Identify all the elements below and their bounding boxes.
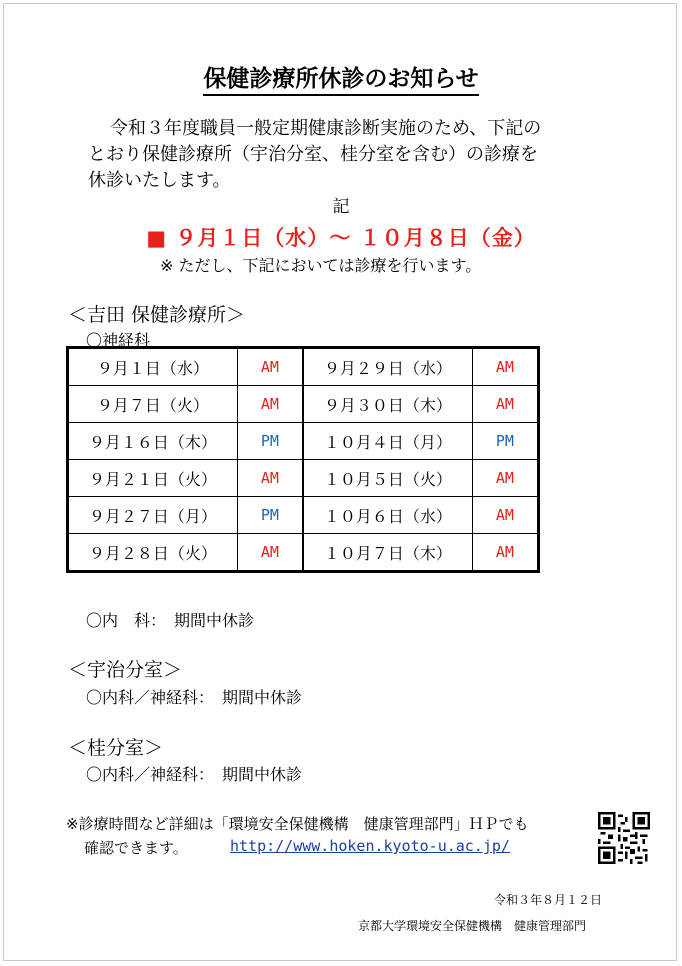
schedule-date: ９月１日（水） [68, 348, 238, 386]
ki-heading: 記 [332, 197, 350, 217]
issue-date: 令和３年８月１２日 [494, 893, 603, 907]
table-row [68, 423, 539, 460]
schedule-slot: AM [472, 386, 538, 423]
schedule-date: ９月７日（火） [68, 386, 238, 423]
neurology-label: 〇神経科 [86, 331, 151, 350]
schedule-slot: AM [472, 460, 538, 497]
schedule-date: ９月１６日（木） [68, 423, 238, 460]
qr-code-icon [598, 812, 650, 864]
uji-line: 〇内科／神経科： 期間中休診 [86, 688, 303, 707]
schedule-date: １０月５日（火） [303, 460, 472, 497]
footer-note-line-2: 確認できます。 [84, 839, 188, 857]
table-row [68, 534, 539, 572]
schedule-slot: AM [237, 348, 303, 386]
katsura-line: 〇内科／神経科： 期間中休診 [86, 765, 303, 784]
yoshida-heading: ＜吉田 保健診療所＞ [68, 304, 246, 326]
schedule-date: １０月４日（月） [303, 423, 472, 460]
schedule-slot: AM [237, 460, 303, 497]
table-row [68, 460, 539, 497]
schedule-date: ９月２８日（火） [68, 534, 238, 572]
schedule-slot: PM [237, 497, 303, 534]
uji-heading: ＜宇治分室＞ [68, 659, 183, 681]
schedule-date: ９月３０日（木） [303, 386, 472, 423]
issuing-organization: 京都大学環境安全保健機構 健康管理部門 [358, 919, 587, 933]
schedule-slot: AM [237, 386, 303, 423]
period-note: ※ ただし、下記においては診療を行います。 [160, 256, 482, 275]
intro-line-2: とおり保健診療所（宇治分室、桂分室を含む）の診療を [88, 144, 538, 165]
schedule-slot: AM [237, 534, 303, 572]
schedule-date: １０月７日（木） [303, 534, 472, 572]
katsura-heading: ＜桂分室＞ [68, 737, 164, 759]
schedule-date: ９月２７日（月） [68, 497, 238, 534]
schedule-slot: AM [472, 534, 538, 572]
intro-line-3: 休診いたします。 [88, 170, 231, 191]
page-title: 保健診療所休診のお知らせ [0, 60, 682, 93]
schedule-date: １０月６日（水） [303, 497, 472, 534]
table-row [68, 386, 539, 423]
closure-period: ■ ９月１日（水）～ １０月８日（金） [146, 226, 536, 250]
schedule-slot: AM [472, 348, 538, 386]
schedule-slot: PM [472, 423, 538, 460]
homepage-link[interactable]: http://www.hoken.kyoto-u.ac.jp/ [230, 837, 510, 855]
table-row [68, 348, 539, 386]
schedule-slot: AM [472, 497, 538, 534]
neurology-schedule-table [66, 346, 540, 573]
schedule-slot: PM [237, 423, 303, 460]
intro-line-1: 令和３年度職員一般定期健康診断実施のため、下記の [110, 118, 542, 139]
schedule-date: ９月２９日（水） [303, 348, 472, 386]
schedule-date: ９月２１日（火） [68, 460, 238, 497]
table-row [68, 497, 539, 534]
footer-note-line-1: ※診療時間など詳細は「環境安全保健機構 健康管理部門」ＨＰでも [66, 815, 529, 833]
internal-medicine-line: 〇内 科： 期間中休診 [86, 611, 255, 630]
